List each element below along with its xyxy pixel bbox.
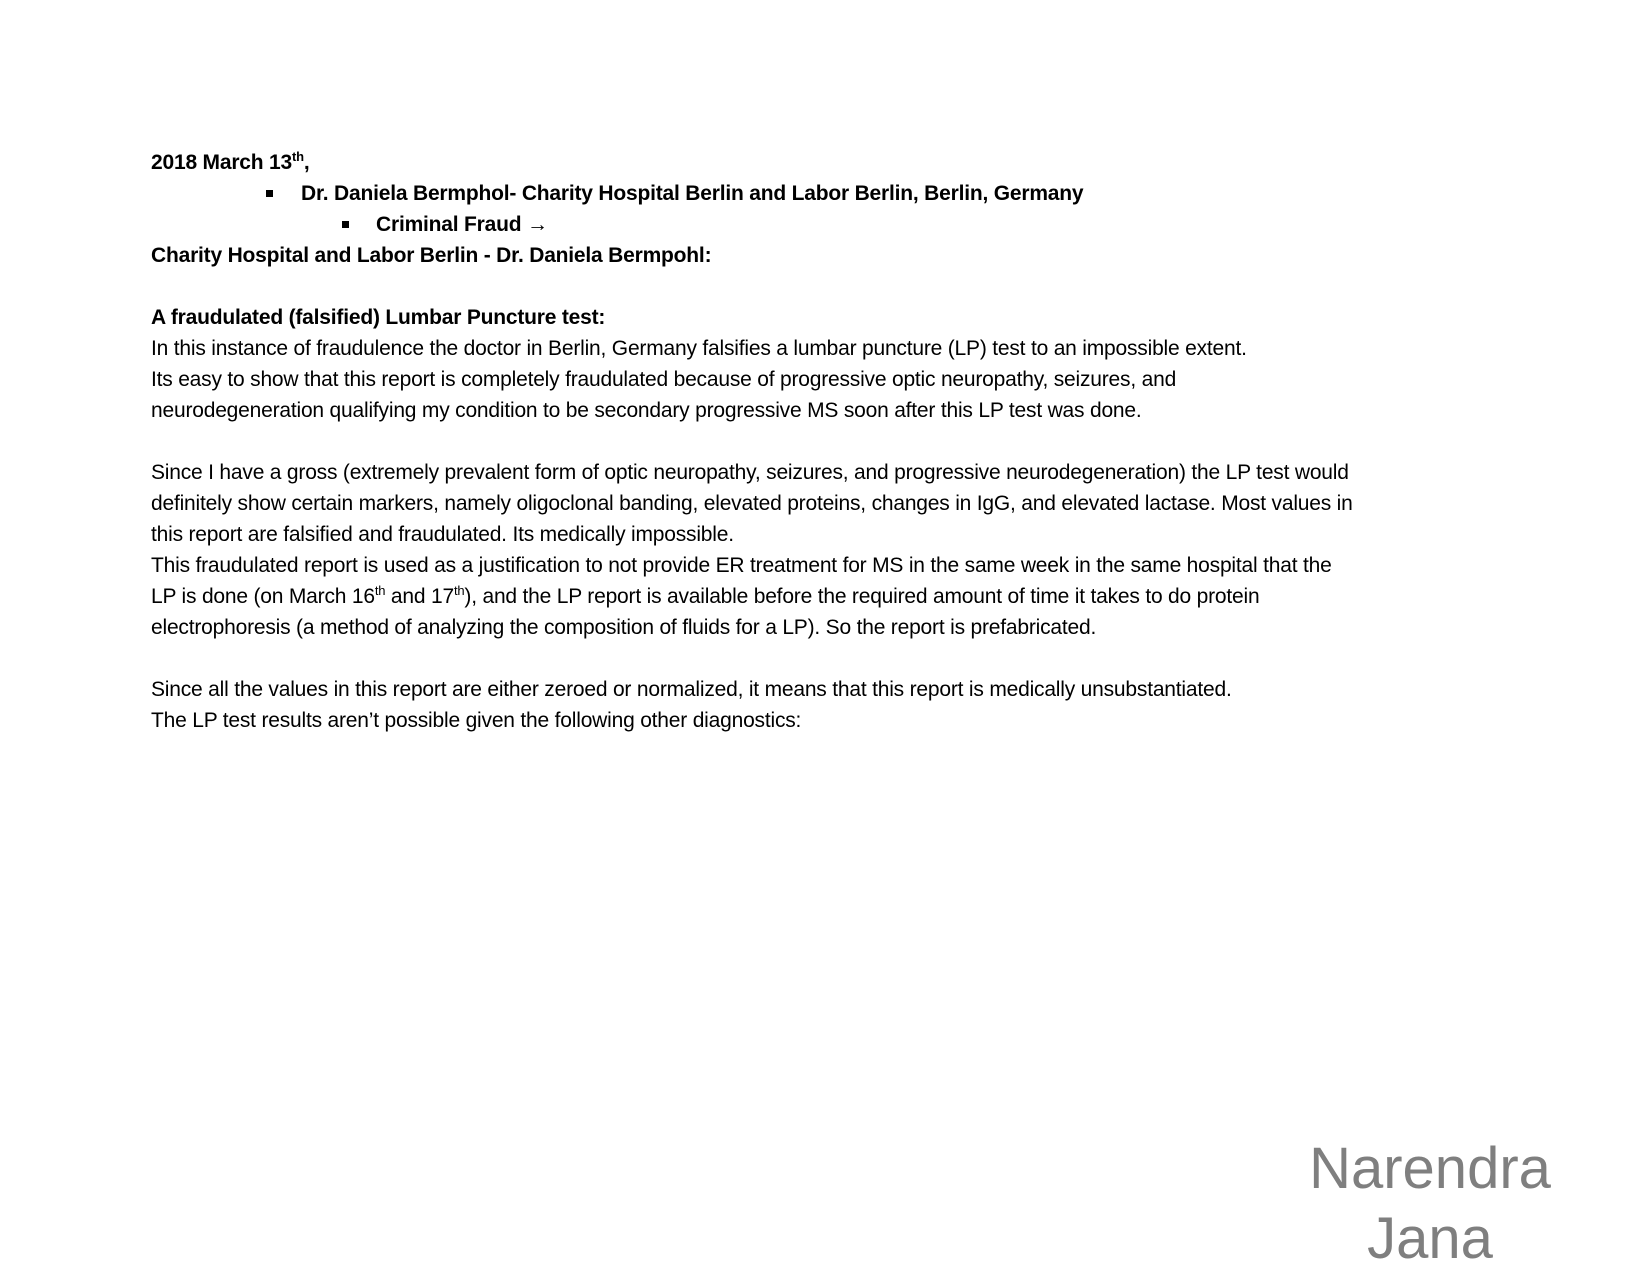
- section-title: A fraudulated (falsified) Lumbar Puncture test:: [151, 306, 606, 329]
- paragraph-line: Since I have a gross (extremely prevalent form of optic neuropathy, seizures, and progressive neurodegeneration) the LP test would: [151, 461, 1349, 484]
- author-signature: [1300, 1134, 1560, 1274]
- paragraph-line: Its easy to show that this report is completely fraudulated because of progressive optic neuropathy, seizures, and: [151, 368, 1177, 391]
- square-bullet-icon: [266, 190, 273, 197]
- paragraph-line: definitely show certain markers, namely oligoclonal banding, elevated proteins, changes in IgG, and elevated lactase. Most values in: [151, 492, 1353, 515]
- spacer: [151, 271, 1501, 302]
- spacer: [151, 643, 1501, 674]
- paragraph-line: this report are falsified and fraudulated. Its medically impossible.: [151, 523, 734, 546]
- paragraph-line: neurodegeneration qualifying my condition to be secondary progressive MS soon after this LP test was done.: [151, 399, 1142, 422]
- signature-first-name: Narendra: [1309, 1136, 1551, 1201]
- paragraph-line: electrophoresis (a method of analyzing the composition of fluids for a LP). So the report is prefabricated.: [151, 616, 1097, 639]
- paragraph-line: LP is done (on March 16th and 17th), and the LP report is available before the required amount of time it takes to do protein: [151, 583, 1260, 608]
- bullet-item-doctor: Dr. Daniela Bermphol- Charity Hospital Berlin and Labor Berlin, Berlin, Germany: [151, 178, 1501, 209]
- bullet-item-criminal-fraud: Criminal Fraud →: [151, 209, 1501, 240]
- paragraph-line: Since all the values in this report are either zeroed or normalized, it means that this report is medically unsubstantiated.: [151, 678, 1232, 701]
- subject-line: Charity Hospital and Labor Berlin - Dr. Daniela Bermpohl:: [151, 244, 712, 267]
- spacer: [151, 426, 1501, 457]
- paragraph-line: In this instance of fraudulence the doctor in Berlin, Germany falsifies a lumbar puncture (LP) test to an impossible extent.: [151, 337, 1247, 360]
- date-line: 2018 March 13th,: [151, 149, 310, 174]
- square-bullet-icon: [342, 221, 349, 228]
- paragraph-line: The LP test results aren’t possible given the following other diagnostics:: [151, 709, 802, 732]
- paragraph-line: This fraudulated report is used as a justification to not provide ER treatment for MS in the same week in the same hospital that the: [151, 554, 1332, 577]
- signature-last-name: Jana: [1367, 1206, 1493, 1271]
- document-page: [151, 147, 1501, 736]
